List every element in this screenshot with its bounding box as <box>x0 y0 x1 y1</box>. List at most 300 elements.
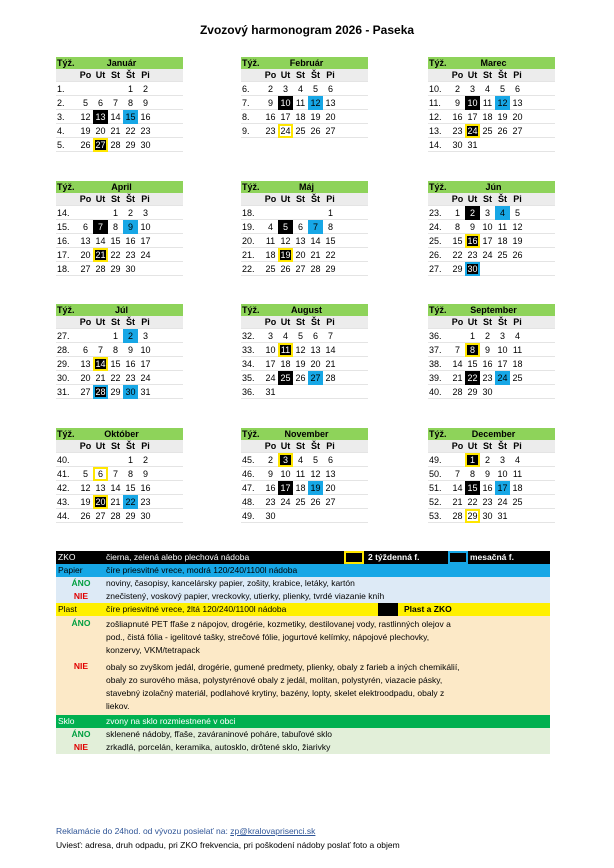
day-cell: 11 <box>497 222 508 232</box>
day-cell <box>93 82 108 96</box>
week-number: 40. <box>57 455 70 465</box>
week-number: 53. <box>429 511 442 521</box>
day-cell: 14 <box>95 236 106 246</box>
month-header <box>428 181 555 193</box>
week-row <box>428 385 555 399</box>
day-cell: 14 <box>310 236 321 246</box>
week-number: 30. <box>57 373 70 383</box>
collection-day: 20 <box>93 495 108 509</box>
plast-nie-line: obaly zo surového mäsa, polystyrénové obaly z jedál, molitan, polystyrén, viazacie pásky, <box>106 675 443 685</box>
day-cell: 28 <box>325 373 336 383</box>
day-cell: 24 <box>265 373 276 383</box>
day-cell: 18 <box>482 112 493 122</box>
week-number: 4. <box>57 126 65 136</box>
day-cell: 18 <box>280 359 291 369</box>
day-cell: 22 <box>125 126 136 136</box>
day-names-row <box>56 193 183 206</box>
day-name: St <box>296 194 305 204</box>
week-label: Týž. <box>57 58 75 68</box>
day-cell: 11 <box>295 469 306 479</box>
week-number: 1. <box>57 84 65 94</box>
day-cell <box>263 206 278 220</box>
legend-papier-row <box>56 564 550 577</box>
week-label: Týž. <box>429 182 447 192</box>
day-cell: 24 <box>497 497 508 507</box>
week-number: 12. <box>429 112 442 122</box>
collection-day: 29 <box>465 509 480 523</box>
day-name: Št <box>498 441 507 451</box>
week-number: 51. <box>429 483 442 493</box>
week-number: 40. <box>429 387 442 397</box>
sklo-ano-text: sklenené nádoby, fľaše, zaváraninové poháre, tabuľové sklo <box>106 729 332 739</box>
month-header <box>428 57 555 69</box>
day-name: Št <box>126 317 135 327</box>
day-names-row <box>56 69 183 82</box>
day-names-row <box>241 69 368 82</box>
day-name: Po <box>264 441 277 451</box>
legend-zko-label: ZKO <box>58 552 76 562</box>
week-number: 44. <box>57 511 70 521</box>
day-cell <box>450 453 465 467</box>
day-cell: 10 <box>140 345 151 355</box>
collection-day: 30 <box>465 262 480 276</box>
collection-day: 5 <box>278 220 293 234</box>
day-cell <box>480 262 495 276</box>
week-number: 41. <box>57 469 70 479</box>
day-cell: 2 <box>267 84 273 94</box>
week-number: 20. <box>242 236 255 246</box>
week-row <box>56 371 183 385</box>
day-cell <box>108 82 123 96</box>
month-name: Júl <box>114 305 128 315</box>
day-cell: 7 <box>454 469 460 479</box>
day-cell <box>323 509 338 523</box>
week-number: 11. <box>429 98 441 108</box>
day-cell: 11 <box>265 236 276 246</box>
day-cell: 7 <box>97 345 103 355</box>
day-cell: 5 <box>297 331 303 341</box>
footer-complaints-text: Reklamácie do 24hod. od vývozu posielať na: <box>56 826 231 836</box>
day-cell: 10 <box>140 222 151 232</box>
day-cell: 24 <box>482 250 493 260</box>
day-cell: 18 <box>497 236 508 246</box>
day-cell: 27 <box>512 126 523 136</box>
week-number: 48. <box>242 497 255 507</box>
day-cell: 12 <box>310 469 321 479</box>
week-number: 9. <box>242 126 250 136</box>
day-cell: 27 <box>325 497 336 507</box>
day-cell: 17 <box>280 112 291 122</box>
month-header <box>56 57 183 69</box>
collection-day: 4 <box>495 206 510 220</box>
day-cell: 5 <box>312 84 318 94</box>
day-name: Št <box>126 441 135 451</box>
day-cell: 11 <box>512 345 523 355</box>
day-name: Št <box>126 70 135 80</box>
day-name: Št <box>311 194 320 204</box>
collection-day: 1 <box>465 453 480 467</box>
day-cell: 21 <box>325 359 336 369</box>
day-cell: 28 <box>110 140 121 150</box>
legend-papier-text: číre priesvitné vrece, modrá 120/240/1100l nádoba <box>106 565 298 575</box>
day-cell: 11 <box>482 98 493 108</box>
day-cell: 15 <box>125 483 136 493</box>
week-label: Týž. <box>429 58 447 68</box>
day-cell <box>138 262 153 276</box>
day-cell: 1 <box>112 208 118 218</box>
week-number: 10. <box>429 84 442 94</box>
day-name: Pi <box>141 441 150 451</box>
month-block <box>56 304 183 399</box>
week-row <box>56 82 183 96</box>
day-name: Pi <box>513 70 522 80</box>
day-cell: 9 <box>469 222 475 232</box>
week-label: Týž. <box>242 305 260 315</box>
plast-nie-line: obaly so zvyškom jedál, drogérie, gumené predmety, plienky, obaly z farieb a iných chemikálií, <box>106 662 460 672</box>
legend-plast-row <box>56 603 550 616</box>
week-row <box>241 495 368 509</box>
day-cell: 5 <box>82 98 88 108</box>
day-cell: 6 <box>327 455 333 465</box>
day-cell: 8 <box>112 222 118 232</box>
footer-email-link[interactable]: zp@kralovaprisenci.sk <box>230 826 316 836</box>
legend-sklo-nie-row <box>56 741 550 754</box>
day-name: Št <box>311 441 320 451</box>
week-number: 24. <box>429 222 442 232</box>
day-cell: 18 <box>295 483 306 493</box>
week-number: 49. <box>429 455 442 465</box>
month-header <box>428 428 555 440</box>
day-cell: 21 <box>95 373 106 383</box>
week-row <box>56 234 183 248</box>
day-cell: 26 <box>497 126 508 136</box>
collection-day: 27 <box>93 138 108 152</box>
week-row <box>56 357 183 371</box>
day-cell: 29 <box>110 387 121 397</box>
week-number: 34. <box>242 359 255 369</box>
week-number: 19. <box>242 222 255 232</box>
day-cell: 1 <box>454 208 460 218</box>
collection-day: 24 <box>495 371 510 385</box>
day-name: Po <box>264 194 277 204</box>
week-number: 16. <box>57 236 70 246</box>
month-header <box>241 57 368 69</box>
week-row <box>56 96 183 110</box>
day-cell: 24 <box>140 250 151 260</box>
week-row <box>428 110 555 124</box>
week-label: Týž. <box>429 429 447 439</box>
day-cell <box>323 385 338 399</box>
month-block <box>241 57 368 138</box>
day-name: St <box>111 194 120 204</box>
day-cell: 26 <box>310 126 321 136</box>
day-cell: 2 <box>142 455 148 465</box>
month-block <box>428 428 555 523</box>
legend-monthly-label: mesačná f. <box>470 552 514 562</box>
week-row <box>241 509 368 523</box>
day-cell: 20 <box>325 112 336 122</box>
day-cell: 19 <box>512 236 523 246</box>
day-name: Št <box>311 70 320 80</box>
week-number: 49. <box>242 511 255 521</box>
day-name: Po <box>451 441 464 451</box>
week-number: 45. <box>242 455 255 465</box>
day-cell: 30 <box>482 511 493 521</box>
day-cell: 29 <box>467 387 478 397</box>
week-number: 21. <box>242 250 255 260</box>
day-cell: 23 <box>467 250 478 260</box>
day-cell: 10 <box>497 345 508 355</box>
day-cell: 9 <box>267 469 273 479</box>
day-cell: 9 <box>484 345 490 355</box>
day-cell: 22 <box>452 250 463 260</box>
week-number: 25. <box>429 236 442 246</box>
day-name: Po <box>264 317 277 327</box>
day-cell: 17 <box>467 112 478 122</box>
day-cell: 1 <box>127 455 133 465</box>
day-name: Ut <box>95 70 106 80</box>
day-cell: 9 <box>127 345 133 355</box>
day-name: Ut <box>95 441 106 451</box>
day-name: St <box>483 70 492 80</box>
week-number: 42. <box>57 483 70 493</box>
collection-day: 19 <box>278 248 293 262</box>
day-names-row <box>428 316 555 329</box>
week-number: 28. <box>57 345 70 355</box>
week-number: 33. <box>242 345 255 355</box>
day-cell: 6 <box>312 331 318 341</box>
collection-day: 30 <box>123 385 138 399</box>
day-name: Pi <box>326 441 335 451</box>
plast-ano-line: zošliapnuté PET fľaše z nápojov, drogérie, kozmetiky, destilovanej vody, rastlinných olejov a <box>106 619 451 629</box>
day-cell: 4 <box>282 331 288 341</box>
day-cell: 13 <box>295 236 306 246</box>
day-cell: 23 <box>125 250 136 260</box>
day-cell: 16 <box>265 112 276 122</box>
day-cell: 20 <box>80 373 91 383</box>
month-block <box>56 428 183 523</box>
day-name: St <box>483 317 492 327</box>
day-names-row <box>241 440 368 453</box>
collection-day: 24 <box>465 124 480 138</box>
day-cell: 29 <box>452 264 463 274</box>
day-names-row <box>428 440 555 453</box>
day-cell: 17 <box>482 236 493 246</box>
day-name: Po <box>264 70 277 80</box>
day-cell: 6 <box>514 84 520 94</box>
day-cell: 31 <box>467 140 478 150</box>
month-block <box>428 304 555 399</box>
day-cell <box>308 509 323 523</box>
day-cell: 17 <box>140 359 151 369</box>
week-row <box>428 138 555 152</box>
day-name: Pi <box>141 194 150 204</box>
day-cell: 20 <box>80 250 91 260</box>
collection-day: 19 <box>308 481 323 495</box>
week-number: 36. <box>242 387 255 397</box>
day-name: Pi <box>513 317 522 327</box>
day-cell: 3 <box>499 331 505 341</box>
day-cell: 16 <box>140 483 151 493</box>
day-cell: 12 <box>80 483 91 493</box>
week-row <box>241 385 368 399</box>
month-header <box>428 304 555 316</box>
week-number: 37. <box>429 345 442 355</box>
week-row <box>56 329 183 343</box>
day-cell: 20 <box>95 126 106 136</box>
week-row <box>241 206 368 220</box>
day-cell: 12 <box>280 236 291 246</box>
day-cell: 22 <box>467 497 478 507</box>
collection-day: 28 <box>93 385 108 399</box>
collection-day: 3 <box>278 453 293 467</box>
week-number: 39. <box>429 373 442 383</box>
day-cell: 14 <box>110 112 121 122</box>
day-cell: 23 <box>482 497 493 507</box>
day-cell: 27 <box>325 126 336 136</box>
day-name: Pi <box>141 70 150 80</box>
sklo-ano-label: ÁNO <box>71 729 91 739</box>
day-cell <box>495 138 510 152</box>
week-row <box>241 220 368 234</box>
week-row <box>241 82 368 96</box>
day-cell: 5 <box>514 208 520 218</box>
week-row <box>56 453 183 467</box>
week-row <box>56 495 183 509</box>
day-name: St <box>111 441 120 451</box>
day-cell: 13 <box>325 469 336 479</box>
month-header <box>241 428 368 440</box>
papier-nie-text: znečistený, voskový papier, vreckovky, utierky, plienky, tvrdé viazanie kníh <box>106 591 385 601</box>
month-header <box>56 181 183 193</box>
week-number: 36. <box>429 331 442 341</box>
week-row <box>56 481 183 495</box>
day-cell <box>78 329 93 343</box>
day-cell: 13 <box>80 359 91 369</box>
week-row <box>56 385 183 399</box>
plast-ano-line: pod., čistá fólia - igelitové tašky, strečové fólie, jogurtové kelímky, nápojové plechovky, <box>106 632 430 642</box>
day-name: Št <box>311 317 320 327</box>
week-row <box>56 220 183 234</box>
collection-day: 9 <box>123 220 138 234</box>
day-cell: 23 <box>482 373 493 383</box>
day-cell: 26 <box>80 511 91 521</box>
day-cell: 25 <box>265 264 276 274</box>
day-cell: 28 <box>452 511 463 521</box>
plast-nie-line: stavebný izolačný materiál, podlahové krytiny, bazény, lopty, skelet elektroodpadu, obaly z <box>106 688 445 698</box>
collection-day: 17 <box>495 481 510 495</box>
day-cell: 13 <box>80 236 91 246</box>
day-name: Ut <box>467 70 478 80</box>
day-cell: 19 <box>310 112 321 122</box>
day-cell: 16 <box>125 359 136 369</box>
day-cell <box>510 385 525 399</box>
week-row <box>56 138 183 152</box>
day-cell: 19 <box>295 359 306 369</box>
week-row <box>56 262 183 276</box>
month-block <box>241 181 368 276</box>
week-number: 2. <box>57 98 65 108</box>
day-cell: 31 <box>265 387 276 397</box>
day-cell: 7 <box>112 469 118 479</box>
month-header <box>241 181 368 193</box>
day-cell: 28 <box>95 264 106 274</box>
day-cell: 4 <box>514 331 520 341</box>
collection-day: 24 <box>278 124 293 138</box>
plast-ano-label: ÁNO <box>71 618 91 628</box>
week-number: 14. <box>429 140 442 150</box>
week-number: 7. <box>242 98 250 108</box>
day-cell <box>495 262 510 276</box>
week-row <box>241 96 368 110</box>
legend-papier-ano-row <box>56 577 550 590</box>
day-cell: 5 <box>312 455 318 465</box>
day-cell <box>78 453 93 467</box>
day-name: Po <box>451 194 464 204</box>
week-number: 50. <box>429 469 442 479</box>
day-cell: 10 <box>265 345 276 355</box>
day-cell: 8 <box>127 469 133 479</box>
day-cell: 29 <box>110 264 121 274</box>
legend-plast-label: Plast <box>58 604 77 614</box>
day-cell <box>495 385 510 399</box>
day-name: Št <box>498 194 507 204</box>
day-cell: 2 <box>267 455 273 465</box>
day-cell <box>278 385 293 399</box>
week-row <box>56 206 183 220</box>
day-cell: 6 <box>327 84 333 94</box>
collection-day: 12 <box>308 96 323 110</box>
day-cell <box>78 82 93 96</box>
day-name: St <box>483 441 492 451</box>
collection-day: 21 <box>93 248 108 262</box>
day-name: Št <box>498 70 507 80</box>
week-row <box>241 124 368 138</box>
week-row <box>428 509 555 523</box>
legend-sklo-ano-row <box>56 728 550 741</box>
day-name: St <box>296 317 305 327</box>
day-cell: 26 <box>310 497 321 507</box>
week-row <box>428 329 555 343</box>
day-cell: 15 <box>467 359 478 369</box>
collection-day: 12 <box>495 96 510 110</box>
day-cell: 25 <box>512 497 523 507</box>
collection-day: 8 <box>465 343 480 357</box>
week-row <box>241 371 368 385</box>
day-cell: 25 <box>482 126 493 136</box>
day-cell: 7 <box>327 331 333 341</box>
collection-day: 7 <box>93 220 108 234</box>
plast-zko-swatch <box>378 603 398 616</box>
day-cell: 18 <box>512 359 523 369</box>
week-number: 52. <box>429 497 442 507</box>
day-name: Pi <box>513 194 522 204</box>
month-name: Január <box>106 58 137 68</box>
week-row <box>428 124 555 138</box>
day-name: St <box>483 194 492 204</box>
day-cell: 7 <box>112 98 118 108</box>
legend-plast-nie-block <box>56 657 550 715</box>
day-cell <box>510 509 525 523</box>
day-cell: 8 <box>454 222 460 232</box>
week-number: 6. <box>242 84 250 94</box>
day-cell: 6 <box>297 222 303 232</box>
day-cell: 8 <box>327 222 333 232</box>
day-cell: 28 <box>452 387 463 397</box>
monthly-swatch <box>448 551 468 564</box>
day-cell: 13 <box>512 98 523 108</box>
day-name: Ut <box>280 70 291 80</box>
